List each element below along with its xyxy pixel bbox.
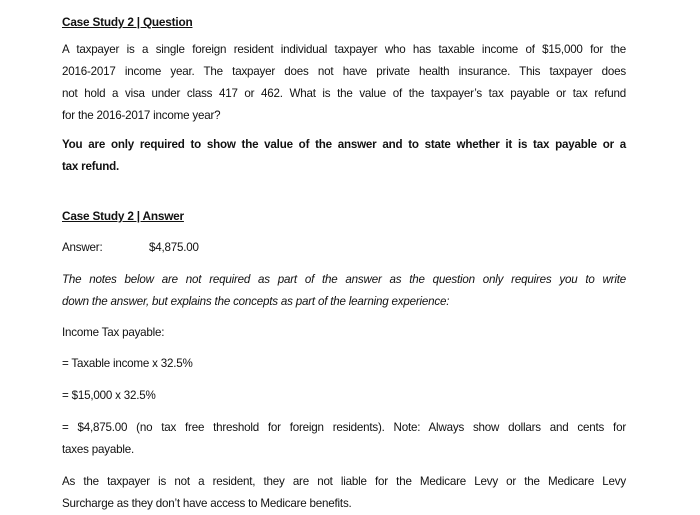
instruction-line: tax refund. <box>62 160 120 173</box>
step3-line: = $4,875.00 (no tax free threshold for foreign residents). Note: Always show dollars and cents for <box>62 421 626 434</box>
question-heading: Case Study 2 | Question <box>62 15 193 29</box>
answer-label: Answer: <box>62 241 103 254</box>
question-line: for the 2016-2017 income year? <box>62 109 221 122</box>
answer-value: $4,875.00 <box>149 241 199 254</box>
notes-line: The notes below are not required as part of the answer as the question only requires you to write <box>62 273 626 286</box>
answer-heading: Case Study 2 | Answer <box>62 209 184 223</box>
notes-line: down the answer, but explains the concepts as part of the learning experience: <box>62 295 450 308</box>
calc-step-2: = $15,000 x 32.5% <box>62 389 156 402</box>
medicare-line: Surcharge as they don’t have access to Medicare benefits. <box>62 497 352 510</box>
step3-line: taxes payable. <box>62 443 134 456</box>
medicare-line: As the taxpayer is not a resident, they are not liable for the Medicare Levy or the Medicare Levy <box>62 475 626 488</box>
instruction-line: You are only required to show the value of the answer and to state whether it is tax payable or a <box>62 138 626 151</box>
calc-step-1: = Taxable income x 32.5% <box>62 357 193 370</box>
income-tax-label: Income Tax payable: <box>62 326 165 339</box>
question-line: 2016-2017 income year. The taxpayer does not have private health insurance. This taxpayer does <box>62 65 626 78</box>
answer-row <box>62 240 626 256</box>
question-line: not hold a visa under class 417 or 462. What is the value of the taxpayer’s tax payable or tax refund <box>62 87 626 100</box>
question-line: A taxpayer is a single foreign resident individual taxpayer who has taxable income of $15,000 for the <box>62 43 626 56</box>
